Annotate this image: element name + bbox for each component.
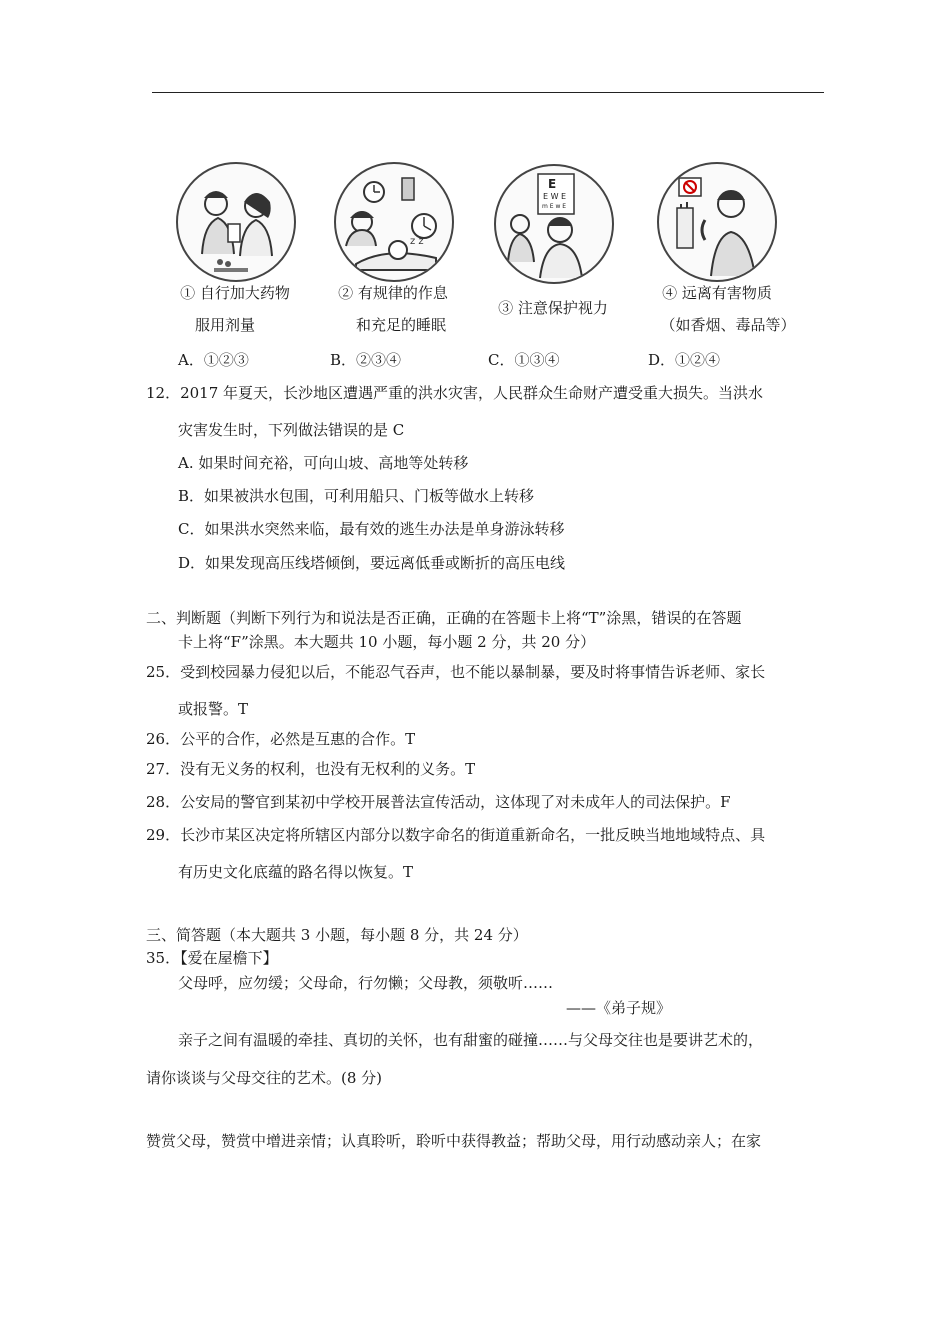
- q12-stem-line1: 12．2017 年夏天，长沙地区遭遇严重的洪水灾害，人民群众生命财产遭受重大损失。当洪水: [146, 384, 764, 402]
- picture-2-caption-line1: ② 有规律的作息: [338, 284, 448, 302]
- q11-option-d: D．①②④: [648, 351, 721, 369]
- children-taking-medicine-icon: [176, 162, 296, 282]
- q29-line2: 有历史文化底蕴的路名得以恢复。T: [178, 863, 414, 881]
- picture-3-caption-line1: ③ 注意保护视力: [498, 299, 608, 317]
- q12-option-b: B．如果被洪水包围，可利用船只、门板等做水上转移: [178, 487, 535, 505]
- q27: 27．没有无义务的权利，也没有无权利的义务。T: [146, 760, 476, 778]
- q25-line1: 25．受到校园暴力侵犯以后，不能忍气吞声，也不能以暴制暴，要及时将事情告诉老师、家长: [146, 663, 766, 681]
- picture-4-caption-line2: （如香烟、毒品等）: [660, 316, 796, 334]
- q35-answer: 赞赏父母，赞赏中增进亲情；认真聆听，聆听中获得教益；帮助父母，用行动感动亲人；在家: [146, 1132, 762, 1150]
- q35-title: 35．【爱在屋檐下】: [146, 949, 278, 967]
- q28: 28．公安局的警官到某初中学校开展普法宣传活动，这体现了对未成年人的司法保护。F: [146, 793, 731, 811]
- eye-chart-icon: [494, 164, 614, 284]
- section3-heading: 三、简答题（本大题共 3 小题，每小题 8 分，共 24 分）: [146, 926, 528, 944]
- section2-heading-line1: 二、判断题（判断下列行为和说法是否正确，正确的在答题卡上将“T”涂黑，错误的在答题: [146, 609, 742, 627]
- clock-and-sleep-icon: [334, 162, 454, 282]
- q11-option-b: B．②③④: [330, 351, 402, 369]
- q26: 26．公平的合作，必然是互惠的合作。T: [146, 730, 416, 748]
- q11-option-a: A．①②③: [178, 351, 249, 369]
- picture-2-caption-line2: 和充足的睡眠: [355, 316, 446, 334]
- q12-option-d: D．如果发现高压线塔倾倒，要远离低垂或断折的高压电线: [178, 554, 566, 572]
- q35-prompt-line2: 请你谈谈与父母交往的艺术。(8 分): [146, 1069, 383, 1087]
- q35-quote-source: ——《弟子规》: [566, 999, 672, 1017]
- q35-quote: 父母呼，应勿缓；父母命，行勿懒；父母教，须敬听……: [178, 974, 554, 992]
- svg-text:E: E: [548, 177, 557, 191]
- q11-option-c: C．①③④: [488, 351, 560, 369]
- q29-line1: 29．长沙市某区决定将所辖区内部分以数字命名的街道重新命名，一批反映当地地域特点、具: [146, 826, 766, 844]
- svg-text:z z: z z: [410, 236, 424, 247]
- section2-heading-line2: 卡上将“F”涂黑。本大题共 10 小题，每小题 2 分，共 20 分）: [178, 633, 596, 651]
- svg-text:m E w E: m E w E: [542, 203, 567, 210]
- q12-option-a: A. 如果时间充裕，可向山坡、高地等处转移: [178, 454, 469, 472]
- picture-1-caption-line1: ① 自行加大药物: [180, 284, 290, 302]
- q12-option-c: C．如果洪水突然来临，最有效的逃生办法是单身游泳转移: [178, 520, 565, 538]
- picture-1-caption-line2: 服用剂量: [194, 316, 255, 334]
- refuse-cigarettes-icon: [657, 162, 777, 282]
- svg-text:E W E: E W E: [543, 192, 567, 201]
- picture-4-caption-line1: ④ 远离有害物质: [662, 284, 772, 302]
- q25-line2: 或报警。T: [178, 700, 249, 718]
- header-rule: [152, 92, 824, 93]
- q35-prompt-line1: 亲子之间有温暖的牵挂、真切的关怀，也有甜蜜的碰撞……与父母交往也是要讲艺术的，: [178, 1031, 764, 1049]
- q12-stem-line2: 灾害发生时，下列做法错误的是 C: [178, 421, 405, 439]
